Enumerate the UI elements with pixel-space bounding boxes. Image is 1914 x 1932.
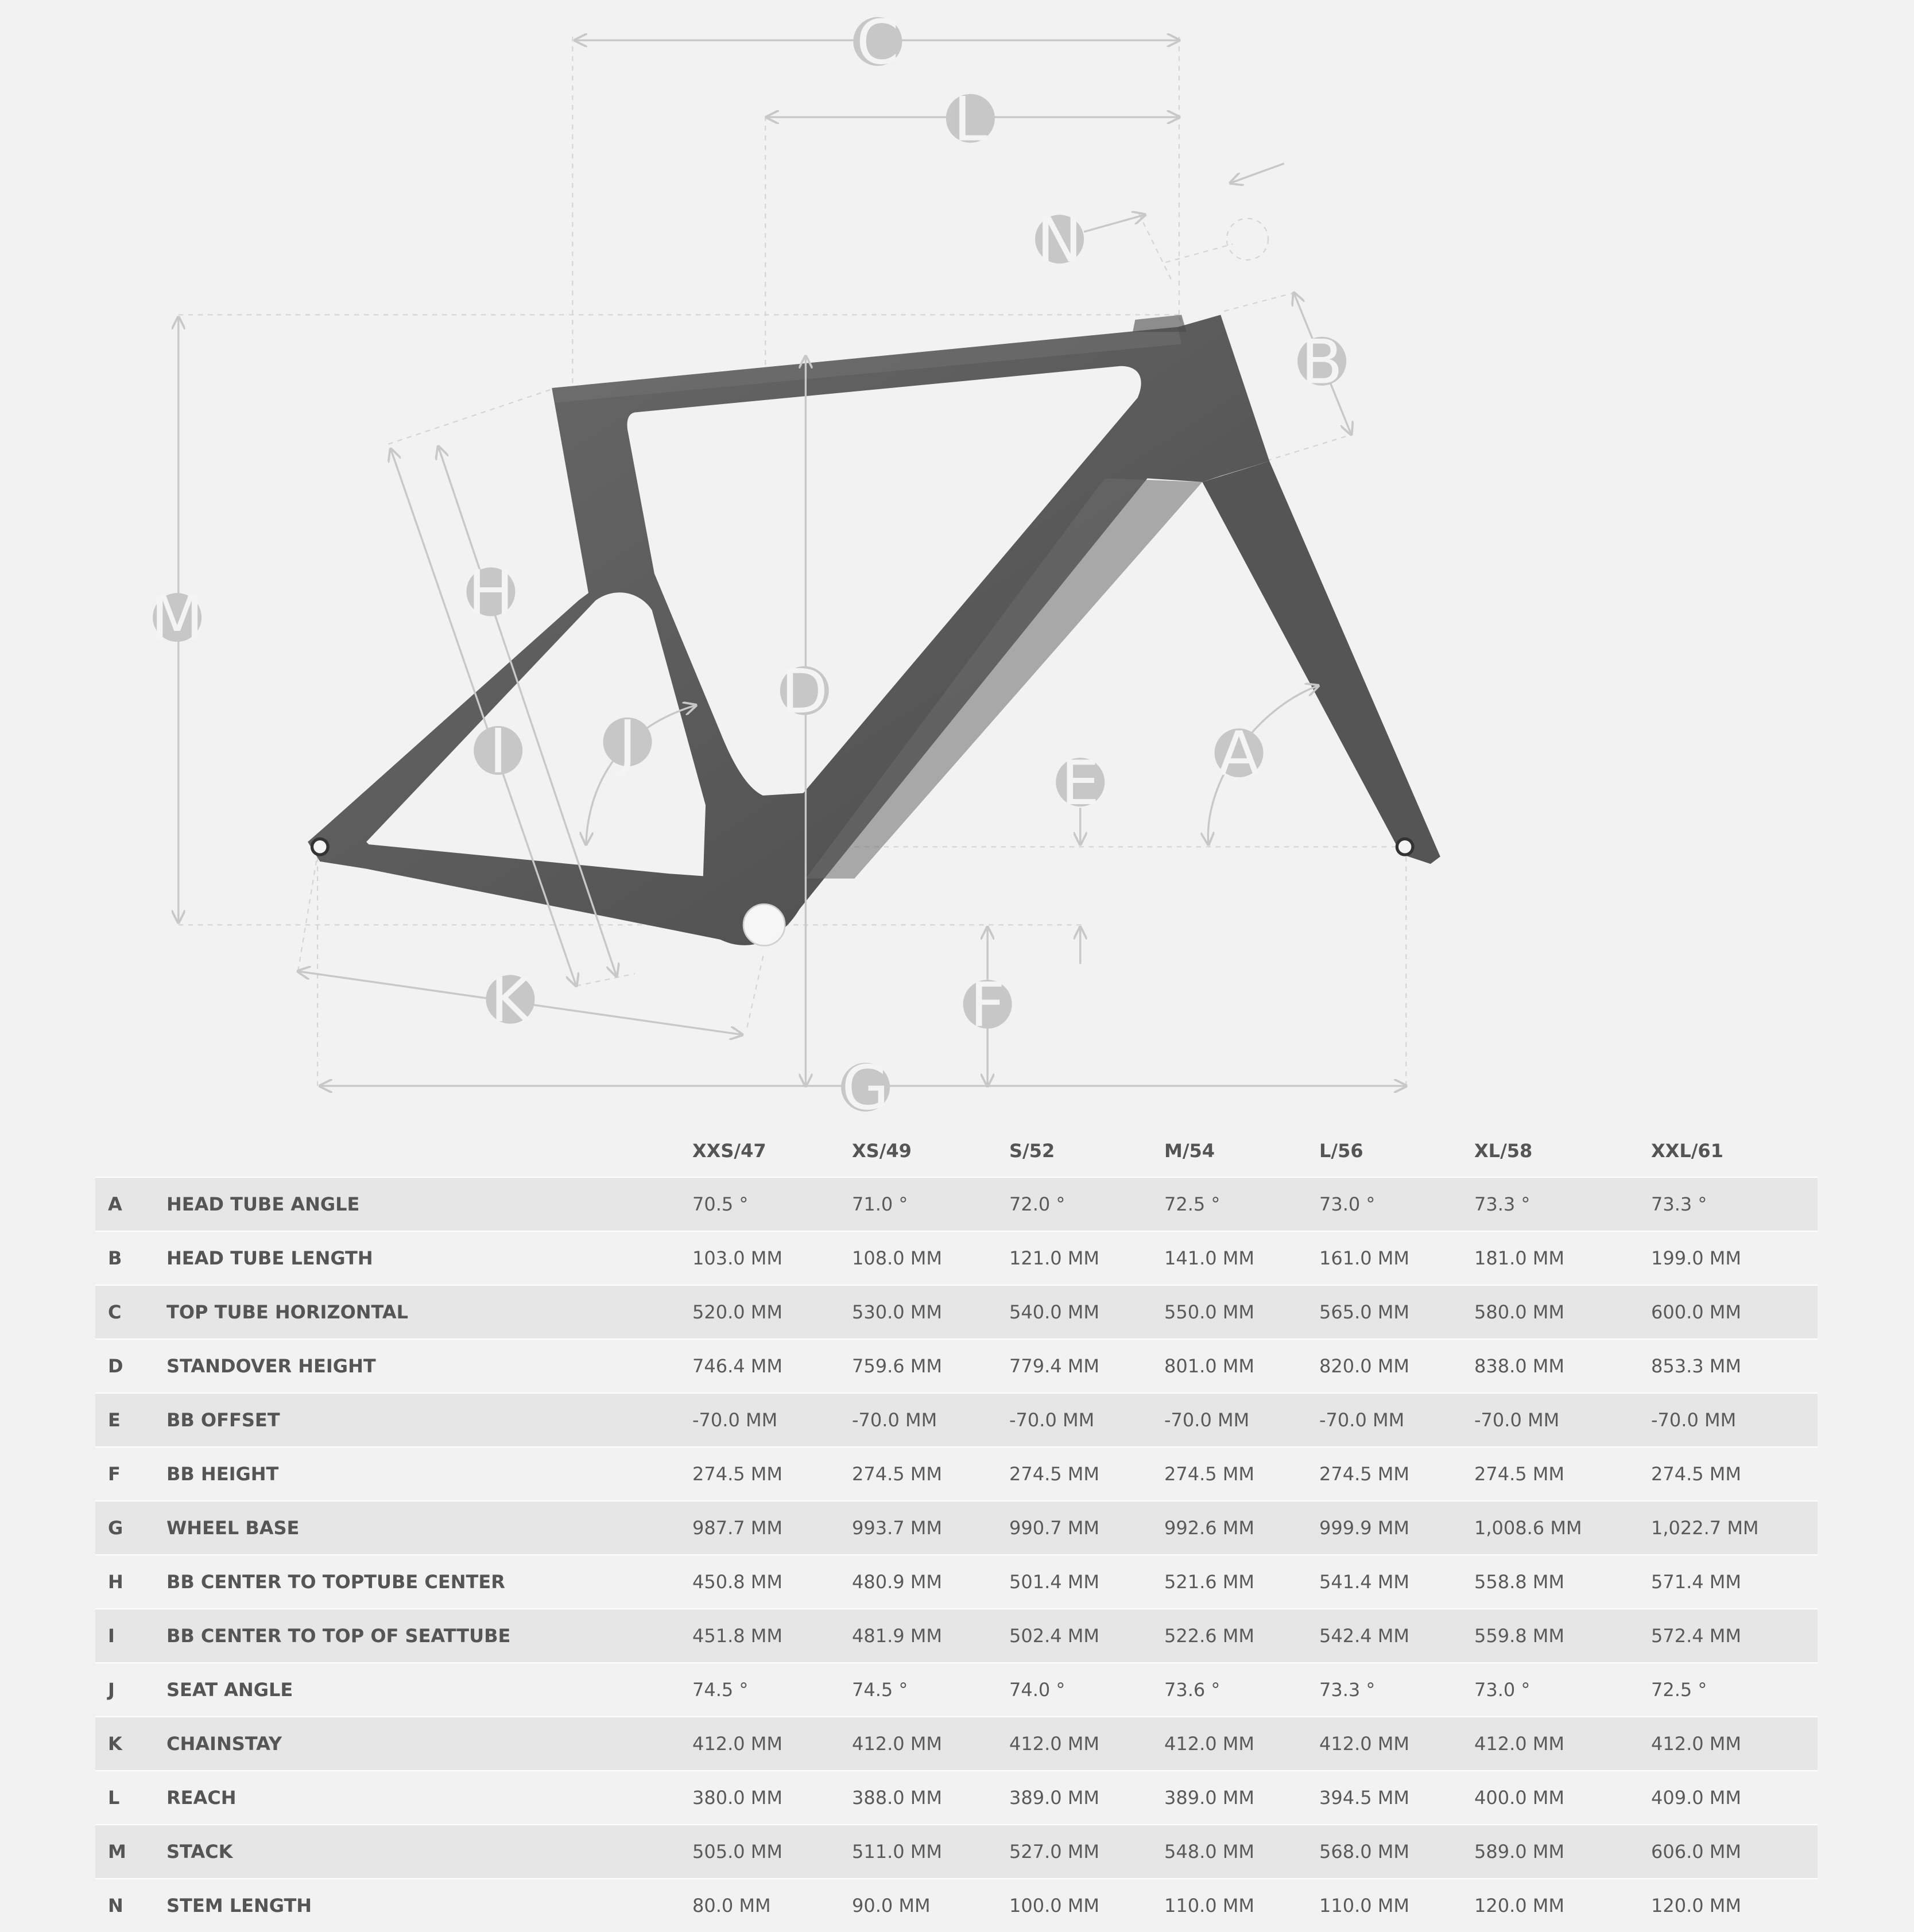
svg-text:J: J xyxy=(618,707,637,779)
svg-text:A: A xyxy=(1218,718,1260,790)
row-value: 274.5 MM xyxy=(692,1463,782,1485)
table-row xyxy=(95,1825,1818,1879)
row-value: 274.5 MM xyxy=(1474,1463,1564,1485)
row-value: 274.5 MM xyxy=(1319,1463,1409,1485)
table-row xyxy=(95,1339,1818,1393)
size-header-row xyxy=(95,1125,1818,1177)
svg-text:E: E xyxy=(1061,747,1100,819)
row-value: 540.0 MM xyxy=(1009,1301,1099,1323)
table-row xyxy=(95,1285,1818,1339)
row-value: 181.0 MM xyxy=(1474,1247,1564,1269)
row-letter: A xyxy=(108,1193,122,1215)
row-value: 990.7 MM xyxy=(1009,1517,1099,1539)
row-value: 572.4 MM xyxy=(1651,1625,1741,1647)
svg-text:D: D xyxy=(781,656,828,728)
row-value: -70.0 MM xyxy=(1474,1409,1560,1431)
table-row xyxy=(95,1609,1818,1663)
row-value: 1,008.6 MM xyxy=(1474,1517,1582,1539)
row-letter: I xyxy=(108,1625,115,1647)
row-value: 103.0 MM xyxy=(692,1247,782,1269)
row-value: 74.0 ° xyxy=(1009,1679,1066,1701)
row-value: 108.0 MM xyxy=(852,1247,942,1269)
row-value: 820.0 MM xyxy=(1319,1355,1409,1377)
row-measurement-name: STEM LENGTH xyxy=(166,1895,312,1917)
row-value: 838.0 MM xyxy=(1474,1355,1564,1377)
row-value: 409.0 MM xyxy=(1651,1787,1741,1809)
row-value: 120.0 MM xyxy=(1474,1895,1564,1917)
label-G xyxy=(841,1053,890,1124)
table-row xyxy=(95,1231,1818,1285)
row-measurement-name: BB CENTER TO TOP OF SEATTUBE xyxy=(166,1625,511,1647)
row-letter: M xyxy=(108,1841,126,1863)
row-value: 100.0 MM xyxy=(1009,1895,1099,1917)
row-value: 73.6 ° xyxy=(1164,1679,1221,1701)
table-row xyxy=(95,1393,1818,1447)
row-value: 274.5 MM xyxy=(852,1463,942,1485)
row-value: 993.7 MM xyxy=(852,1517,942,1539)
row-value: 450.8 MM xyxy=(692,1571,782,1593)
row-measurement-name: HEAD TUBE LENGTH xyxy=(166,1247,373,1269)
row-value: 992.6 MM xyxy=(1164,1517,1254,1539)
row-measurement-name: BB OFFSET xyxy=(166,1409,280,1431)
row-value: 548.0 MM xyxy=(1164,1841,1254,1863)
row-value: 502.4 MM xyxy=(1009,1625,1099,1647)
row-value: 199.0 MM xyxy=(1651,1247,1741,1269)
row-value: 72.5 ° xyxy=(1651,1679,1707,1701)
row-value: 521.6 MM xyxy=(1164,1571,1254,1593)
row-measurement-name: BB CENTER TO TOPTUBE CENTER xyxy=(166,1571,505,1593)
row-value: 71.0 ° xyxy=(852,1193,908,1215)
row-value: 568.0 MM xyxy=(1319,1841,1409,1863)
row-letter: F xyxy=(108,1463,121,1485)
row-measurement-name: HEAD TUBE ANGLE xyxy=(166,1193,360,1215)
row-value: 550.0 MM xyxy=(1164,1301,1254,1323)
table-row xyxy=(95,1771,1818,1825)
row-value: 542.4 MM xyxy=(1319,1625,1409,1647)
table-row xyxy=(95,1555,1818,1609)
table-row xyxy=(95,1879,1818,1932)
row-value: 999.9 MM xyxy=(1319,1517,1409,1539)
label-C xyxy=(853,7,902,78)
svg-text:F: F xyxy=(970,969,1005,1041)
row-value: 412.0 MM xyxy=(1164,1733,1254,1755)
label-N xyxy=(1035,205,1084,276)
row-value: 600.0 MM xyxy=(1651,1301,1741,1323)
size-header: XXL/61 xyxy=(1651,1140,1723,1162)
row-value: -70.0 MM xyxy=(852,1409,937,1431)
row-value: 527.0 MM xyxy=(1009,1841,1099,1863)
row-value: 73.3 ° xyxy=(1319,1679,1376,1701)
table-row xyxy=(95,1177,1818,1231)
row-value: 394.5 MM xyxy=(1319,1787,1409,1809)
row-value: 274.5 MM xyxy=(1651,1463,1741,1485)
row-value: 110.0 MM xyxy=(1164,1895,1254,1917)
row-value: 380.0 MM xyxy=(692,1787,782,1809)
row-value: 853.3 MM xyxy=(1651,1355,1741,1377)
svg-text:B: B xyxy=(1301,327,1343,398)
row-letter: H xyxy=(108,1571,123,1593)
row-value: 589.0 MM xyxy=(1474,1841,1564,1863)
row-value: 558.8 MM xyxy=(1474,1571,1564,1593)
svg-text:N: N xyxy=(1036,204,1083,276)
row-value: 74.5 ° xyxy=(692,1679,749,1701)
row-letter: B xyxy=(108,1247,122,1269)
row-value: 565.0 MM xyxy=(1319,1301,1409,1323)
row-value: 73.0 ° xyxy=(1474,1679,1531,1701)
row-value: 759.6 MM xyxy=(852,1355,942,1377)
size-header: S/52 xyxy=(1009,1140,1055,1162)
geometry-rows xyxy=(95,1177,1818,1932)
label-M xyxy=(151,583,204,654)
row-value: 120.0 MM xyxy=(1651,1895,1741,1917)
svg-text:G: G xyxy=(842,1053,889,1124)
svg-text:L: L xyxy=(953,84,987,156)
stem-outline xyxy=(1227,219,1268,260)
row-value: 746.4 MM xyxy=(692,1355,782,1377)
row-value: -70.0 MM xyxy=(1009,1409,1095,1431)
row-value: 520.0 MM xyxy=(692,1301,782,1323)
label-A xyxy=(1215,719,1264,790)
table-row xyxy=(95,1447,1818,1501)
bike-frame xyxy=(308,315,1440,945)
svg-text:I: I xyxy=(489,716,507,787)
row-value: 90.0 MM xyxy=(852,1895,931,1917)
row-value: 412.0 MM xyxy=(852,1733,942,1755)
label-H xyxy=(466,557,515,629)
row-value: -70.0 MM xyxy=(1651,1409,1737,1431)
row-value: 779.4 MM xyxy=(1009,1355,1099,1377)
row-value: 389.0 MM xyxy=(1164,1787,1254,1809)
row-letter: K xyxy=(108,1733,122,1755)
row-letter: C xyxy=(108,1301,122,1323)
row-value: 161.0 MM xyxy=(1319,1247,1409,1269)
row-value: 987.7 MM xyxy=(692,1517,782,1539)
svg-text:C: C xyxy=(856,7,899,79)
label-L xyxy=(946,84,995,155)
row-measurement-name: REACH xyxy=(166,1787,237,1809)
row-value: 451.8 MM xyxy=(692,1625,782,1647)
size-header: XS/49 xyxy=(852,1140,912,1162)
row-value: 801.0 MM xyxy=(1164,1355,1254,1377)
label-D xyxy=(780,656,829,727)
row-value: 580.0 MM xyxy=(1474,1301,1564,1323)
row-value: 559.8 MM xyxy=(1474,1625,1564,1647)
row-value: 110.0 MM xyxy=(1319,1895,1409,1917)
row-value: 73.3 ° xyxy=(1651,1193,1707,1215)
row-value: 388.0 MM xyxy=(852,1787,942,1809)
row-value: 1,022.7 MM xyxy=(1651,1517,1759,1539)
row-value: 511.0 MM xyxy=(852,1841,942,1863)
label-F xyxy=(963,970,1012,1041)
row-value: 400.0 MM xyxy=(1474,1787,1564,1809)
row-value: -70.0 MM xyxy=(1319,1409,1405,1431)
row-value: 72.0 ° xyxy=(1009,1193,1066,1215)
row-value: 70.5 ° xyxy=(692,1193,749,1215)
label-B xyxy=(1297,327,1346,398)
table-row xyxy=(95,1663,1818,1717)
row-value: 501.4 MM xyxy=(1009,1571,1099,1593)
row-value: 121.0 MM xyxy=(1009,1247,1099,1269)
row-value: 412.0 MM xyxy=(692,1733,782,1755)
row-value: -70.0 MM xyxy=(1164,1409,1250,1431)
row-letter: D xyxy=(108,1355,123,1377)
row-value: 505.0 MM xyxy=(692,1841,782,1863)
row-measurement-name: TOP TUBE HORIZONTAL xyxy=(166,1301,409,1323)
row-value: 530.0 MM xyxy=(852,1301,942,1323)
row-value: 412.0 MM xyxy=(1319,1733,1409,1755)
geometry-table xyxy=(95,1125,1818,1932)
svg-text:K: K xyxy=(490,965,530,1037)
row-value: -70.0 MM xyxy=(692,1409,778,1431)
svg-text:H: H xyxy=(467,557,514,629)
row-value: 72.5 ° xyxy=(1164,1193,1221,1215)
row-letter: E xyxy=(108,1409,121,1431)
table-row xyxy=(95,1717,1818,1771)
row-value: 481.9 MM xyxy=(852,1625,942,1647)
row-measurement-name: STANDOVER HEIGHT xyxy=(166,1355,376,1377)
row-value: 541.4 MM xyxy=(1319,1571,1409,1593)
row-letter: N xyxy=(108,1895,123,1917)
row-measurement-name: WHEEL BASE xyxy=(166,1517,300,1539)
row-value: 73.3 ° xyxy=(1474,1193,1531,1215)
row-letter: J xyxy=(108,1679,115,1701)
svg-text:M: M xyxy=(150,583,204,654)
row-value: 522.6 MM xyxy=(1164,1625,1254,1647)
size-header: XL/58 xyxy=(1474,1140,1533,1162)
size-header: L/56 xyxy=(1319,1140,1363,1162)
row-value: 571.4 MM xyxy=(1651,1571,1741,1593)
label-K xyxy=(486,965,534,1036)
label-E xyxy=(1056,748,1105,819)
header-blank xyxy=(166,1125,692,1177)
row-measurement-name: CHAINSTAY xyxy=(166,1733,282,1755)
row-letter: G xyxy=(108,1517,123,1539)
size-header: XXS/47 xyxy=(692,1140,766,1162)
table-row xyxy=(95,1501,1818,1555)
row-value: 274.5 MM xyxy=(1009,1463,1099,1485)
row-measurement-name: BB HEIGHT xyxy=(166,1463,279,1485)
row-value: 274.5 MM xyxy=(1164,1463,1254,1485)
row-value: 389.0 MM xyxy=(1009,1787,1099,1809)
row-value: 412.0 MM xyxy=(1474,1733,1564,1755)
row-value: 480.9 MM xyxy=(852,1571,942,1593)
row-measurement-name: SEAT ANGLE xyxy=(166,1679,293,1701)
row-value: 80.0 MM xyxy=(692,1895,771,1917)
row-measurement-name: STACK xyxy=(166,1841,233,1863)
row-value: 73.0 ° xyxy=(1319,1193,1376,1215)
row-value: 412.0 MM xyxy=(1009,1733,1099,1755)
header-blank xyxy=(95,1125,166,1177)
row-letter: L xyxy=(108,1787,120,1809)
row-value: 412.0 MM xyxy=(1651,1733,1741,1755)
row-value: 74.5 ° xyxy=(852,1679,908,1701)
size-header: M/54 xyxy=(1164,1140,1215,1162)
row-value: 606.0 MM xyxy=(1651,1841,1741,1863)
row-value: 141.0 MM xyxy=(1164,1247,1254,1269)
